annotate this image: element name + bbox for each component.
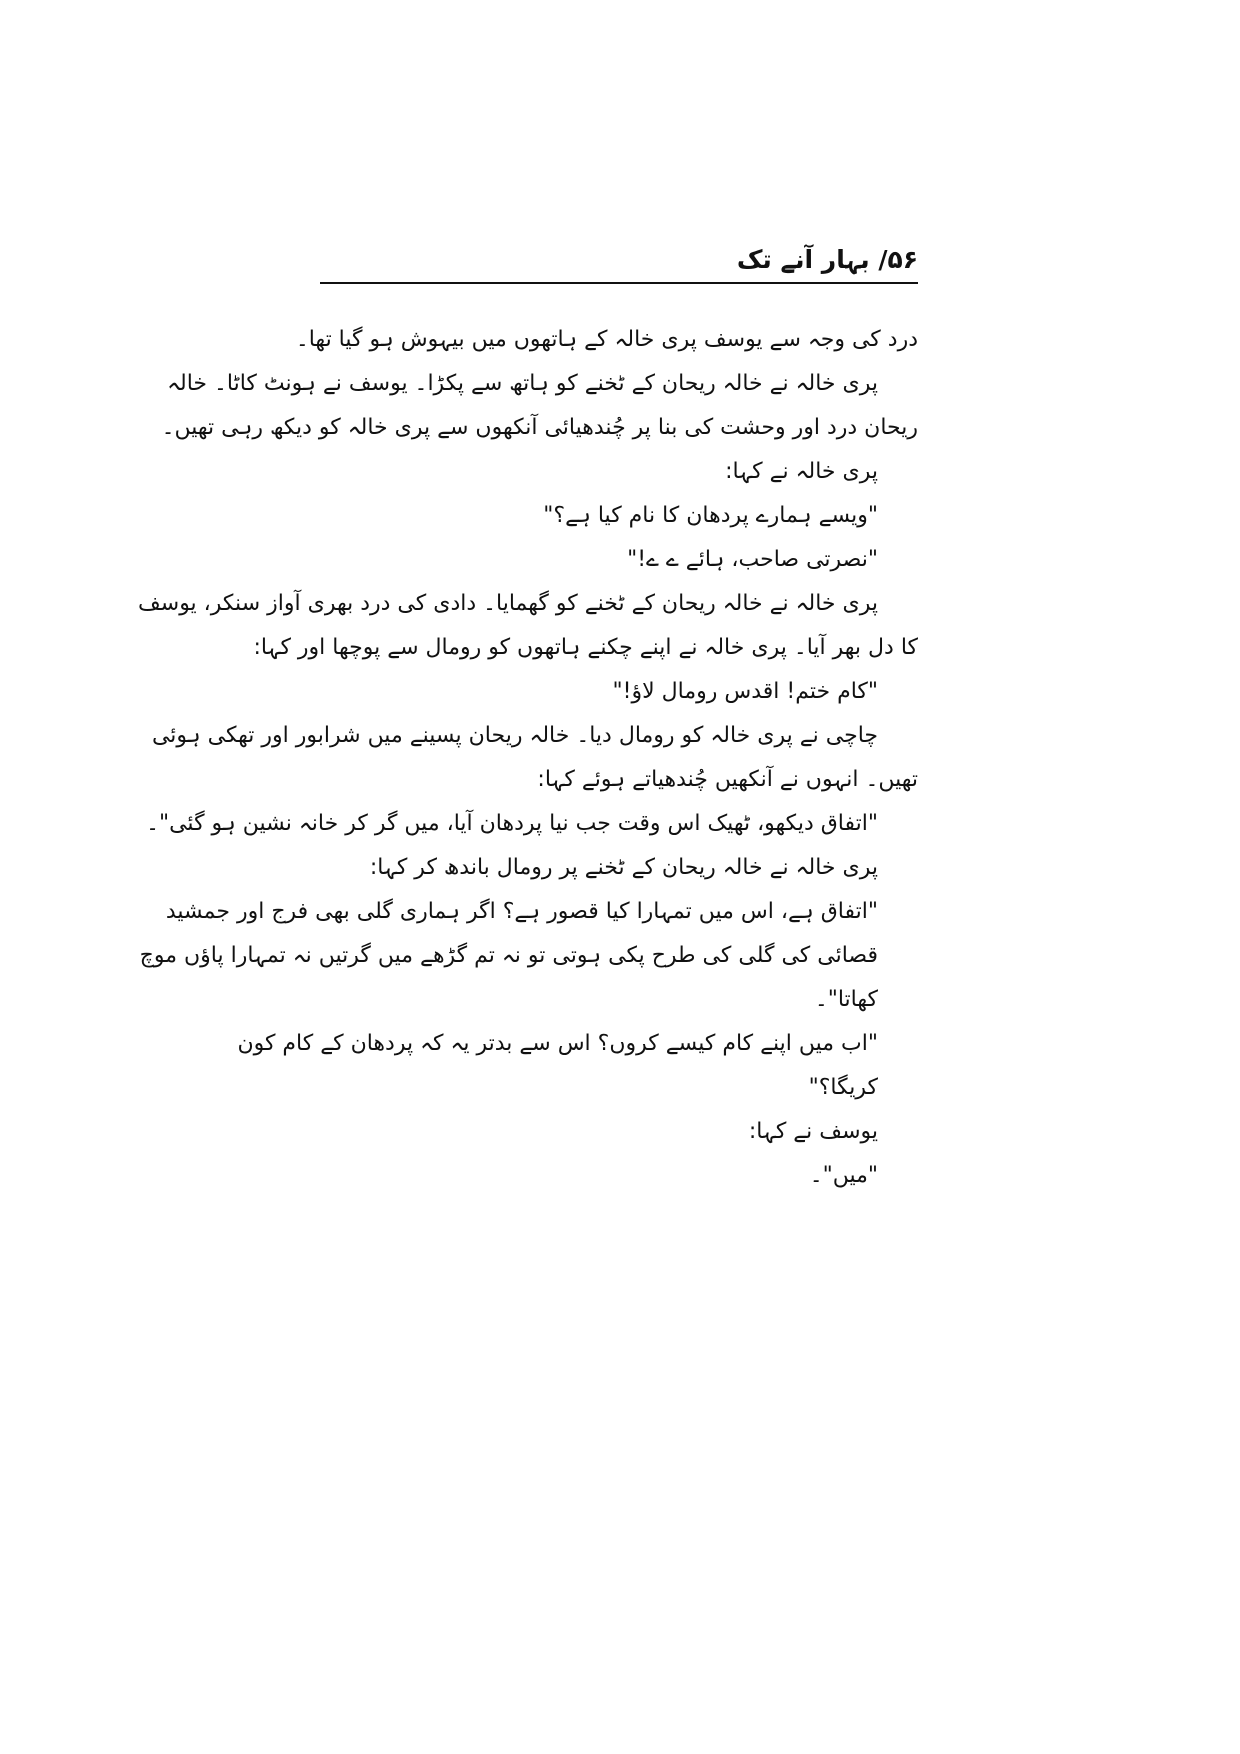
paragraph-line: یوسف نے کہا:: [748, 1119, 878, 1144]
paragraph-line: چاچی نے پری خالہ کو رومال دیا۔ خالہ ریحان پسینے میں شرابور اور تھکی ہوئی: [151, 723, 878, 748]
paragraph-line: تھیں۔ انہوں نے آنکھیں چُندھیاتے ہوئے کہا:: [537, 767, 918, 792]
paragraph-line: پری خالہ نے خالہ ریحان کے ٹخنے کو ہاتھ سے پکڑا۔ یوسف نے ہونٹ کاٹا۔ خالہ: [167, 371, 878, 396]
paragraph-line: کا دل بھر آیا۔ پری خالہ نے اپنے چکنے ہاتھوں کو رومال سے پوچھا اور کہا:: [253, 635, 918, 660]
paragraph-line: پری خالہ نے کہا:: [725, 459, 878, 484]
dialogue-line: "نصرتی صاحب، ہائے ے ے!": [627, 547, 878, 572]
paragraph-line: پری خالہ نے خالہ ریحان کے ٹخنے کو گھمایا۔ دادی کی درد بھری آواز سنکر، یوسف: [137, 591, 878, 616]
dialogue-line: "میں"۔: [809, 1163, 878, 1188]
header-rule: [320, 282, 918, 284]
dialogue-line: "کام ختم! اقدس رومال لاؤ!": [612, 679, 878, 704]
paragraph-line: درد کی وجہ سے یوسف پری خالہ کے ہاتھوں میں بیہوش ہو گیا تھا۔: [295, 327, 918, 352]
dialogue-line: کریگا؟": [808, 1075, 878, 1100]
dialogue-line: "اب میں اپنے کام کیسے کروں؟ اس سے بدتر یہ کہ پردھان کے کام کون: [237, 1031, 878, 1056]
dialogue-line: "ویسے ہمارے پردھان کا نام کیا ہے؟": [543, 503, 878, 528]
dialogue-line: "اتفاق ہے، اس میں تمہارا کیا قصور ہے؟ اگر ہماری گلی بھی فرج اور جمشید: [165, 899, 878, 924]
paragraph-line: پری خالہ نے خالہ ریحان کے ٹخنے پر رومال باندھ کر کہا:: [369, 855, 878, 880]
running-head: ۵۶/ بہار آنے تک: [736, 245, 918, 274]
paragraph-line: ریحان درد اور وحشت کی بنا پر چُندھیائی آنکھوں سے پری خالہ کو دیکھ رہی تھیں۔: [161, 415, 918, 440]
dialogue-line: کھاتا"۔: [814, 987, 878, 1012]
dialogue-line: قصائی کی گلی کی طرح پکی ہوتی تو نہ تم گڑھے میں گرتیں نہ تمہارا پاؤں موچ: [139, 943, 878, 968]
dialogue-line: "اتفاق دیکھو، ٹھیک اس وقت جب نیا پردھان آیا، میں گر کر خانہ نشین ہو گئی"۔: [146, 811, 878, 836]
